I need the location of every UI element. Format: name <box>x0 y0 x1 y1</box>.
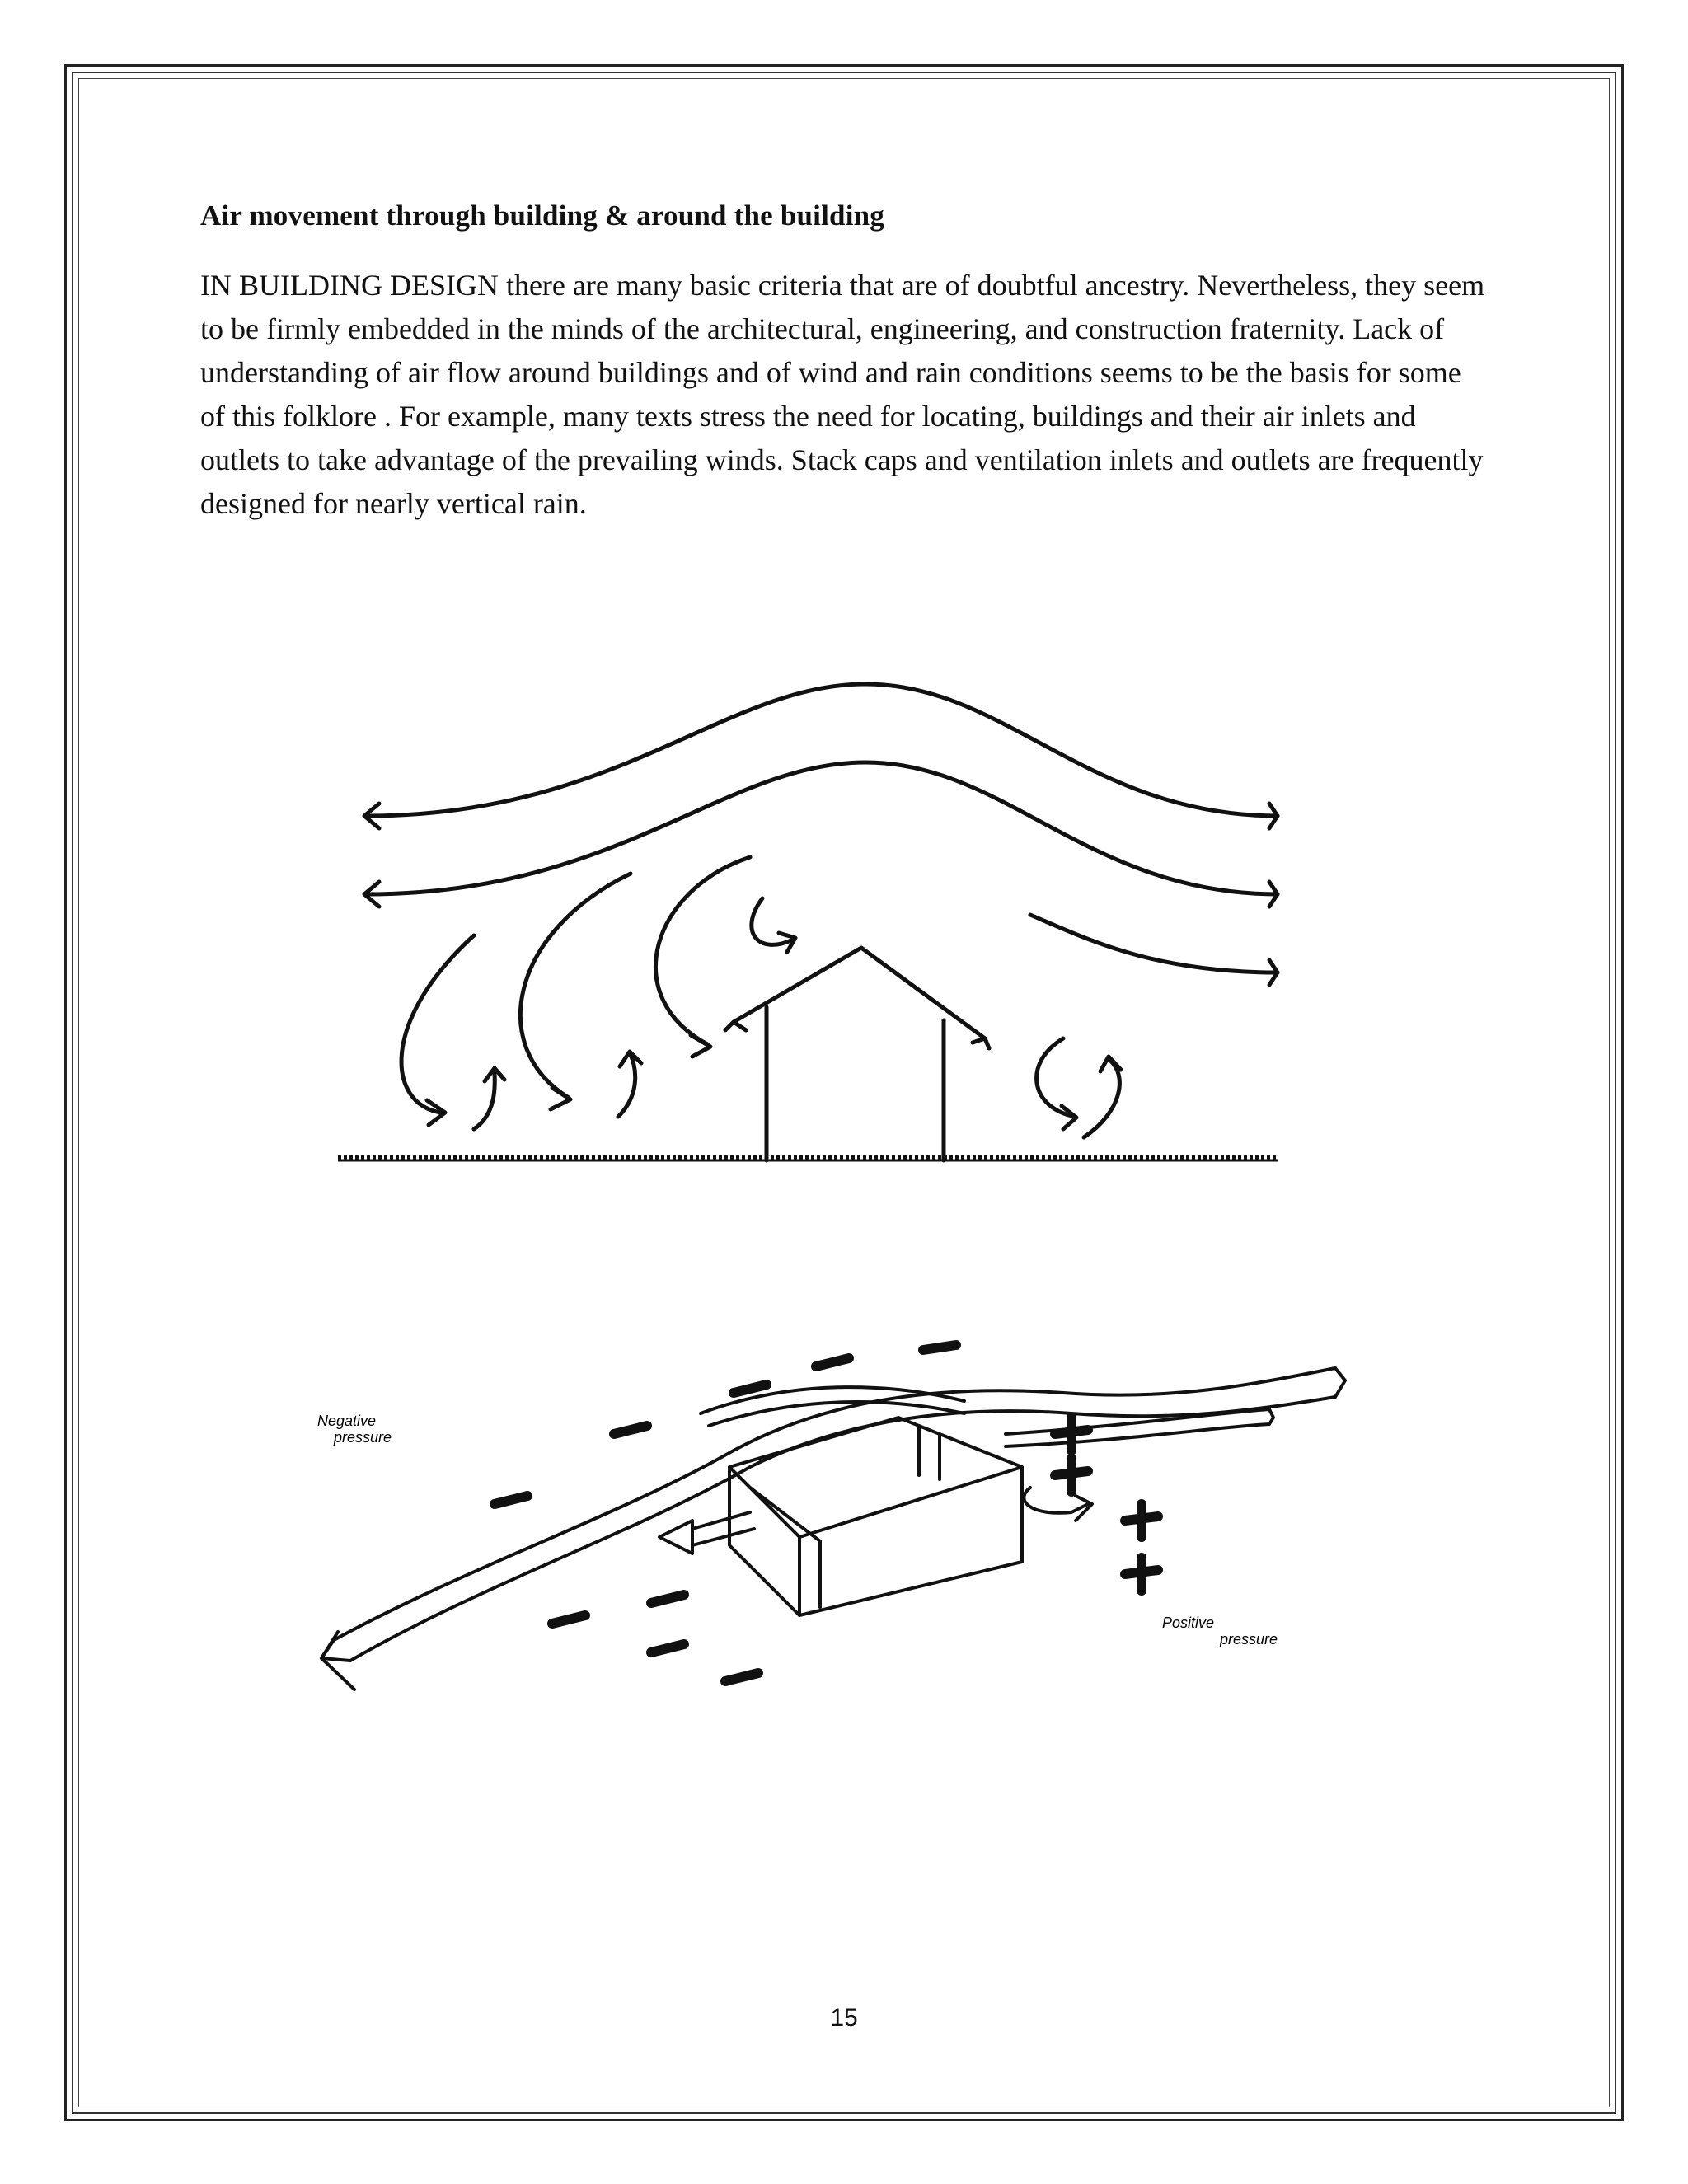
page-number: 15 <box>830 2004 858 2032</box>
roof-curl <box>752 898 793 944</box>
ground-line <box>338 1157 1278 1160</box>
exit-arrow <box>659 1521 692 1554</box>
negative-pressure-label-2: pressure <box>334 1429 392 1446</box>
eddy-arrow-3 <box>656 857 750 1045</box>
streamline-middle <box>367 762 1278 894</box>
lee-eddy-1 <box>1037 1038 1076 1117</box>
negative-pressure-marks <box>495 1345 956 1681</box>
windward-curl <box>1024 1488 1088 1513</box>
section-heading: Air movement through building & around the building <box>200 199 884 232</box>
eddy-arrow-1 <box>401 935 474 1113</box>
house-walls <box>767 1007 944 1160</box>
box-building <box>729 1418 1022 1615</box>
positive-pressure-label-2: pressure <box>1220 1631 1278 1647</box>
positive-pressure-label: Positive <box>1162 1615 1215 1631</box>
negative-pressure-label: Negative <box>317 1413 377 1429</box>
streamline-bottom <box>1030 915 1278 972</box>
body-paragraph: IN BUILDING DESIGN there are many basic criteria that are of doubtful ancestry. Nevertheless, they seem to be firmly embedded in the minds of the architectural, engineering, and construction fraternity. Lack of understanding of air flow around buildings and of wind and rain conditions seems to be the basis for some of this folklore . For example, many texts stress the need for locating, buildings and their air inlets and outlets to take advantage of the prevailing winds. Stack caps and ventilation inlets and outlets are frequently designed for nearly vertical rain. <box>200 269 1485 520</box>
airflow-house-diagram <box>330 668 1319 1179</box>
streamline-top <box>367 684 1278 816</box>
house-roof <box>734 948 985 1038</box>
eddy-arrow-2 <box>520 874 631 1098</box>
flow-band-over <box>334 1368 1335 1640</box>
pressure-zones-diagram <box>305 1335 1368 1731</box>
positive-pressure-marks <box>1055 1418 1158 1591</box>
